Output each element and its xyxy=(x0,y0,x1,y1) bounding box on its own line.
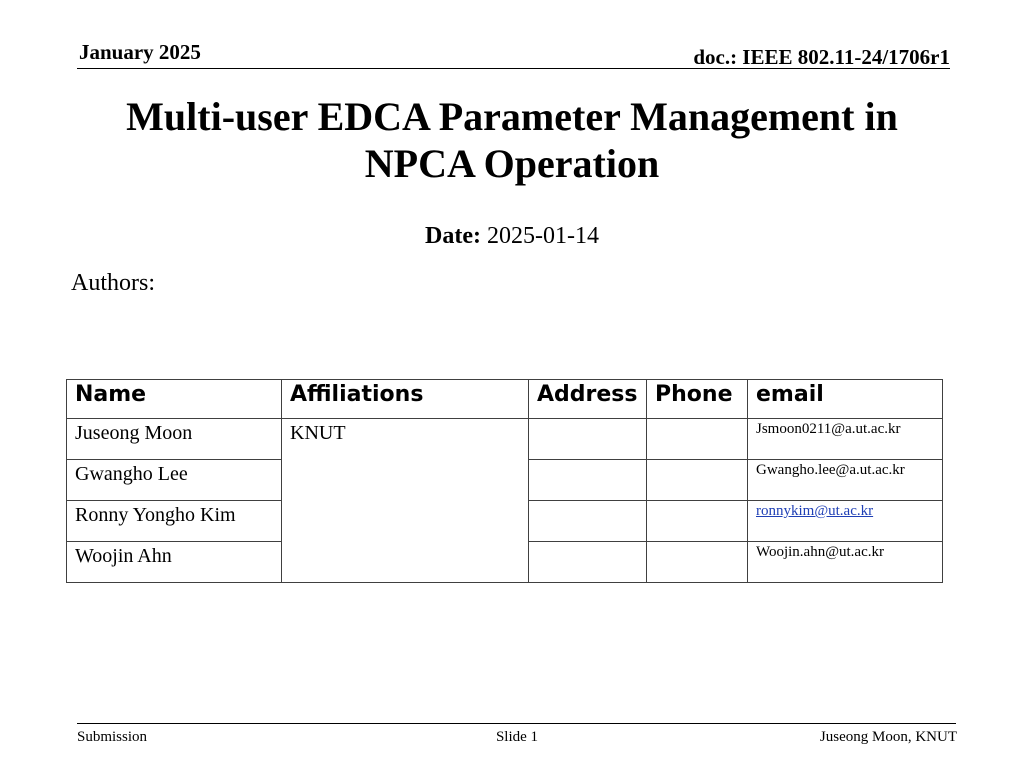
column-header-phone: Phone xyxy=(647,380,748,419)
authors-label: Authors: xyxy=(71,270,155,296)
footer-author: Juseong Moon, KNUT xyxy=(819,729,957,745)
author-address xyxy=(529,460,647,501)
footer-divider xyxy=(77,723,956,724)
author-name: Woojin Ahn xyxy=(67,542,282,583)
slide-title-line-1: Multi-user EDCA Parameter Management in xyxy=(126,94,898,139)
slide-title xyxy=(0,93,1024,187)
column-header-address: Address xyxy=(529,380,647,419)
author-email: Jsmoon0211@a.ut.ac.kr xyxy=(748,419,943,460)
author-email-cell xyxy=(748,501,943,542)
author-name: Juseong Moon xyxy=(67,419,282,460)
date-value: 2025-01-14 xyxy=(486,223,599,249)
footer-slide-number: Slide 1 xyxy=(495,729,539,745)
author-affiliation: KNUT xyxy=(282,419,529,583)
author-email: Gwangho.lee@a.ut.ac.kr xyxy=(748,460,943,501)
author-phone xyxy=(647,419,748,460)
date-label: Date: xyxy=(425,223,481,249)
author-phone xyxy=(647,542,748,583)
date-line xyxy=(0,223,1024,250)
header-divider xyxy=(77,68,950,69)
column-header-affiliations: Affiliations xyxy=(282,380,529,419)
author-address xyxy=(529,501,647,542)
author-address xyxy=(529,542,647,583)
header-date: January 2025 xyxy=(79,40,201,64)
author-name: Ronny Yongho Kim xyxy=(67,501,282,542)
authors-table xyxy=(66,379,943,583)
author-address xyxy=(529,419,647,460)
column-header-email: email xyxy=(748,380,943,419)
author-email: Woojin.ahn@ut.ac.kr xyxy=(748,542,943,583)
slide-title-line-2: NPCA Operation xyxy=(364,141,660,186)
header-doc-id: doc.: IEEE 802.11-24/1706r1 xyxy=(693,45,950,69)
column-header-name: Name xyxy=(67,380,282,419)
author-phone xyxy=(647,501,748,542)
author-phone xyxy=(647,460,748,501)
footer-submission: Submission xyxy=(77,729,148,745)
table-row xyxy=(67,419,943,460)
table-header-row xyxy=(67,380,943,419)
author-name: Gwangho Lee xyxy=(67,460,282,501)
author-email-link[interactable]: ronnykim@ut.ac.kr xyxy=(756,503,874,519)
